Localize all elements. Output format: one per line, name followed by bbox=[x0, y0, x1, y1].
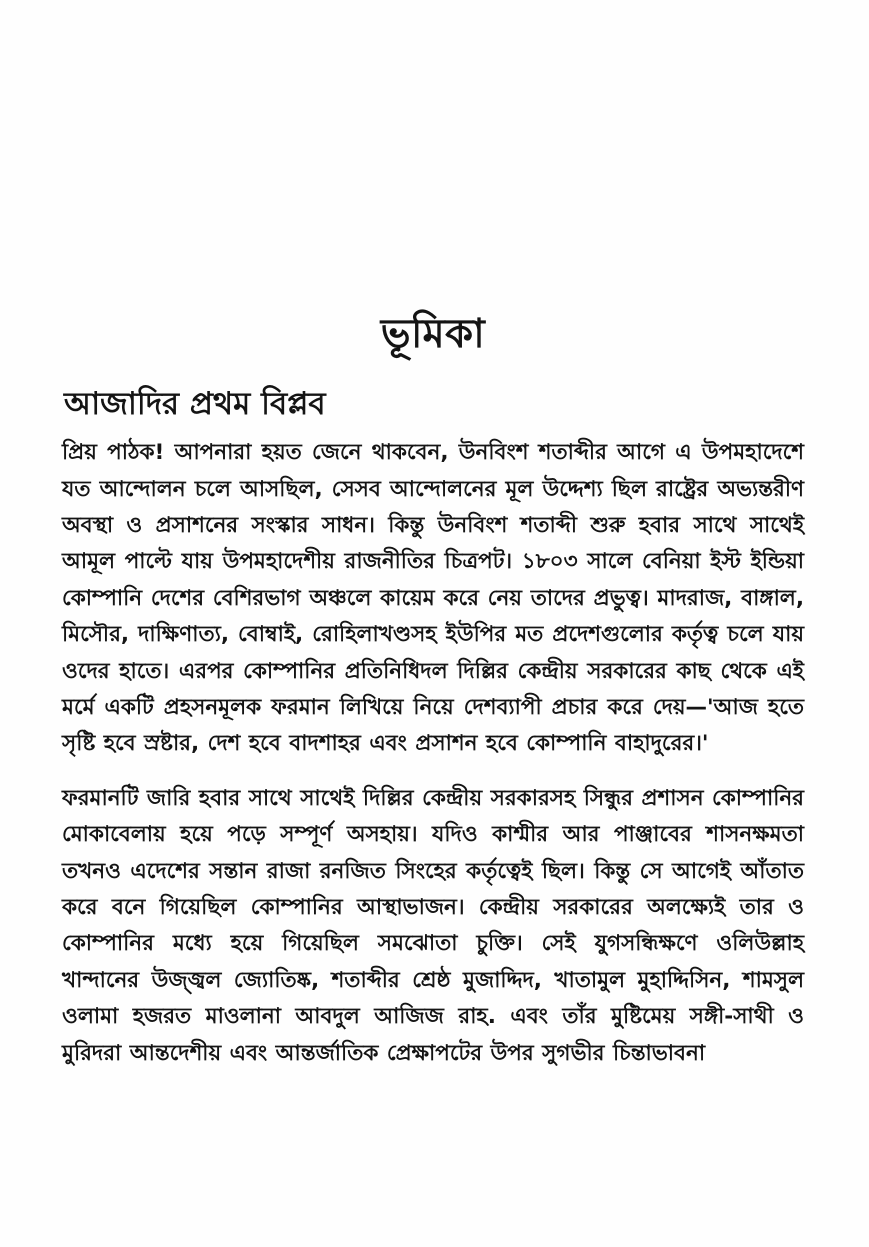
section-title: আজাদির প্রথম বিপ্লব bbox=[64, 386, 326, 422]
chapter-title: ভূমিকা bbox=[380, 311, 486, 357]
page-content bbox=[62, 310, 804, 1090]
paragraph-2: ফরমানটি জারি হবার সাথে সাথেই দিল্লির কেন্দ্রীয় সরকারসহ সিন্ধুর প্রশাসন কোম্পানির মোকাবেলায় হয়ে পড়ে সম্পূর্ণ অসহায়। যদিও কাশ্মীর আর পাঞ্জাবের শাসনক্ষমতা তখনও এদেশের সন্তান রাজা রনজিত সিংহের কর্তৃত্বেই ছিল। কিন্তু সে আগেই আঁতাত করে বনে গিয়েছিল কোম্পানির আস্থাভাজন। কেন্দ্রীয় সরকারের অলক্ষ্যেই তার ও কোম্পানির মধ্যে হয়ে গিয়েছিল সমঝোতা চুক্তি। সেই যুগসন্ধিক্ষণে ওলিউল্লাহ খান্দানের উজ্জ্বল জ্যোতিষ্ক, শতাব্দীর শ্রেষ্ঠ মুজাদ্দিদ, খাতামুল মুহাদ্দিসিন, শামসুল ওলামা হজরত মাওলানা আবদুল আজিজ রাহ. এবং তাঁর মুষ্টিমেয় সঙ্গী-সাথী ও মুরিদরা আন্তদেশীয় এবং আন্তর্জাতিক প্রেক্ষাপটের উপর সুগভীর চিন্তাভাবনা bbox=[62, 785, 804, 1066]
paragraph-1: প্রিয় পাঠক! আপনারা হয়ত জেনে থাকবেন, উনবিংশ শতাব্দীর আগে এ উপমহাদেশে যত আন্দোলন চলে আসছিল, সেসব আন্দোলনের মূল উদ্দেশ্য ছিল রাষ্ট্রের অভ্যন্তরীণ অবস্থা ও প্রসাশনের সংস্কার সাধন। কিন্তু উনবিংশ শতাব্দী শুরু হবার সাথে সাথেই আমূল পাল্টে যায় উপমহাদেশীয় রাজনীতির চিত্রপট। ১৮০৩ সালে বেনিয়া ইস্ট ইন্ডিয়া কোম্পানি দেশের বেশিরভাগ অঞ্চলে কায়েম করে নেয় তাদের প্রভুত্ব। মাদরাজ, বাঙ্গাল, মিসৌর, দাক্ষিণাত্য, বোম্বাই, রোহিলাখণ্ডসহ ইউপির মত প্রদেশগুলোর কর্তৃত্ব চলে যায় ওদের হাতে। এরপর কোম্পানির প্রতিনিধিদল দিল্লির কেন্দ্রীয় সরকারের কাছ থেকে এই মর্মে একটি প্রহসনমূলক ফরমান লিখিয়ে নিয়ে দেশব্যাপী প্রচার করে দেয়—'আজ হতে সৃষ্টি হবে স্রষ্টার, দেশ হবে বাদশাহর এবং প্রসাশন হবে কোম্পানি বাহাদুরের।' bbox=[62, 440, 804, 757]
